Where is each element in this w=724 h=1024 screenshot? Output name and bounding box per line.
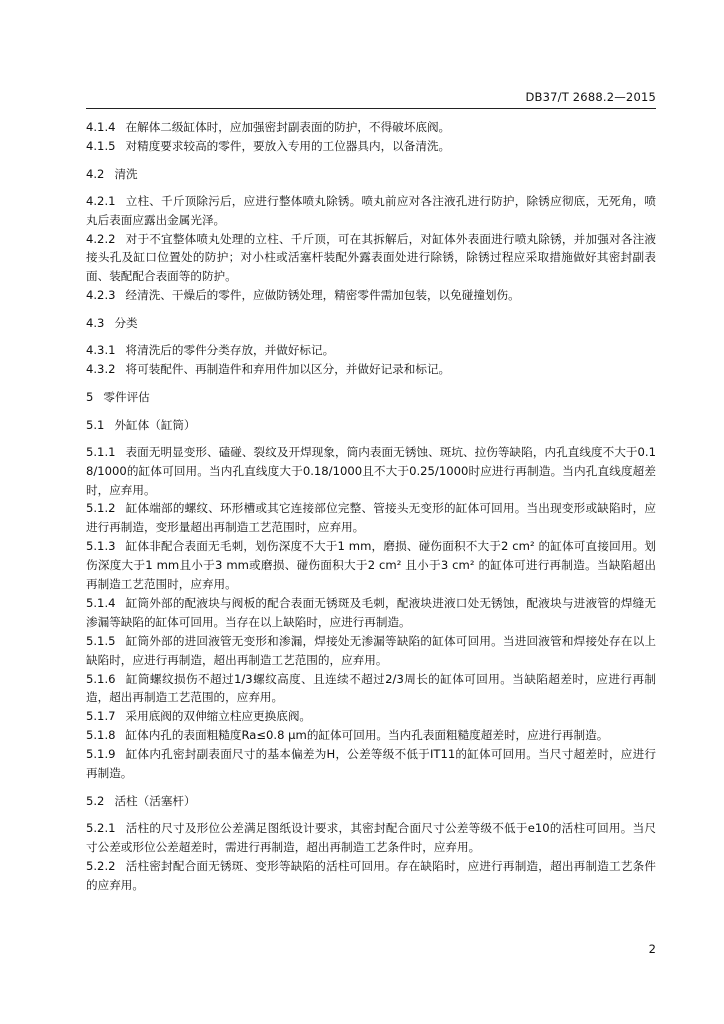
clause-text: 对于不宜整体喷丸处理的立柱、千斤顶，可在其拆解后，对缸体外表面进行喷丸除锈，并加强对各注液接头孔及缸口位置处的防护；对小柱或活塞杆装配外露表面处进行除锈，除锈过程应采取措施做好其密封副表面、装配配合表面等的防护。 [86,231,656,284]
section-number: 4.3 [86,316,105,331]
clause-text: 将可装配件、再制造件和弃用件加以区分，并做好记录和标记。 [125,361,451,376]
section-title: 分类 [114,316,138,331]
clause-text: 立柱、千斤顶除污后，应进行整体喷丸除锈。喷丸前应对各注液孔进行防护，除锈应彻底，无死角，喷丸后表面应露出金属光泽。 [86,193,656,227]
section-heading-5-1 [86,416,656,435]
clause-5-1-7 [86,707,656,726]
clause-text: 经清洗、干燥后的零件，应做防锈处理，精密零件需加包装，以免碰撞划伤。 [125,288,520,303]
clause-5-1-6 [86,670,656,708]
clause-text: 缸体内孔的表面粗糙度Ra≤0.8 μm的缸体可回用。当内孔表面粗糙度超差时，应进行再制造。 [125,728,609,743]
clause-text: 将清洗后的零件分类存放，并做好标记。 [125,343,335,358]
clause-number: 5.2.1 [86,820,116,835]
clause-text: 缸体非配合表面无毛刺，划伤深度不大于1 mm，磨损、碰伤面积不大于2 cm² 的缸体可直接回用。划伤深度大于1 mm且小于3 mm或磨损、碰伤面积大于2 cm² 且小于3 cm² 的缸体可进行再制造。当缺陷超出再制造工艺范围时，应弃用。 [86,539,656,592]
clause-number: 4.2.3 [86,288,116,303]
document-body [86,118,656,895]
clause-text: 活柱的尺寸及形位公差满足图纸设计要求，其密封配合面尺寸公差等级不低于e10的活柱可回用。当尺寸公差或形位公差超差时，需进行再制造，超出再制造工艺条件时，应弃用。 [86,820,656,854]
section-title: 清洗 [114,166,138,181]
clause-text: 缸筒外部的进回液管无变形和渗漏，焊接处无渗漏等缺陷的缸体可回用。当进回液管和焊接处存在以上缺陷时，应进行再制造，超出再制造工艺范围的，应弃用。 [86,633,656,667]
clause-5-1-8 [86,726,656,745]
clause-4-3-2 [86,360,656,379]
clause-5-1-3 [86,537,656,594]
clause-text: 采用底阀的双伸缩立柱应更换底阀。 [125,709,312,724]
section-heading-4-3 [86,314,656,333]
clause-text: 对精度要求较高的零件，要放入专用的工位器具内，以备清洗。 [125,138,451,153]
clause-number: 5.1.4 [86,595,116,610]
section-heading-5-2 [86,792,656,811]
clause-number: 5.1.8 [86,728,116,743]
clause-5-1-5 [86,632,656,670]
section-number: 5.1 [86,417,105,432]
clause-5-1-4 [86,594,656,632]
clause-number: 4.2.1 [86,193,116,208]
page-number: 2 [648,942,656,956]
clause-number: 4.2.2 [86,231,116,246]
clause-number: 4.1.5 [86,138,116,153]
clause-number: 5.1.7 [86,709,116,724]
clause-4-2-3 [86,286,656,305]
section-title: 活柱（活塞杆） [114,794,196,808]
clause-text: 表面无明显变形、磕碰、裂纹及开焊现象，筒内表面无锈蚀、斑坑、拉伤等缺陷，内孔直线度不大于0.18/1000的缸体可回用。当内孔直线度大于0.18/1000且不大于0.25/1000时应进行再制造。当内孔直线度超差时，应弃用。 [86,444,656,497]
clause-text: 缸体内孔密封副表面尺寸的基本偏差为H，公差等级不低于IT11的缸体可回用。当尺寸超差时，应进行再制造。 [86,747,656,781]
clause-4-3-1 [86,341,656,360]
clause-5-2-2 [86,857,656,895]
clause-4-2-1 [86,192,656,230]
clause-text: 活柱密封配合面无锈斑、变形等缺陷的活柱可回用。存在缺陷时，应进行再制造，超出再制造工艺条件的应弃用。 [86,858,656,892]
clause-number: 5.1.3 [86,539,116,554]
chapter-heading-5 [86,388,656,407]
section-number: 5.2 [86,794,105,808]
clause-number: 4.3.2 [86,361,116,376]
clause-4-1-4 [86,118,656,137]
clause-5-1-9 [86,745,656,783]
chapter-title: 零件评估 [103,389,150,404]
header-rule [86,108,656,109]
section-number: 4.2 [86,166,105,181]
clause-number: 5.1.1 [86,444,116,459]
clause-5-1-1 [86,443,656,500]
clause-number: 5.1.9 [86,747,116,762]
section-heading-4-2 [86,165,656,184]
clause-number: 4.3.1 [86,343,116,358]
chapter-number: 5 [86,389,94,404]
clause-number: 4.1.4 [86,120,116,134]
clause-text: 缸体端部的螺纹、环形槽或其它连接部位完整、管接头无变形的缸体可回用。当出现变形或缺陷时，应进行再制造，变形量超出再制造工艺范围时，应弃用。 [86,501,656,535]
document-code: DB37/T 2688.2—2015 [525,90,656,104]
clause-number: 5.1.2 [86,501,116,516]
clause-5-2-1 [86,819,656,857]
clause-number: 5.2.2 [86,858,116,873]
clause-5-1-2 [86,499,656,537]
clause-number: 5.1.6 [86,671,116,686]
clause-text: 在解体二级缸体时，应加强密封副表面的防护，不得破坏底阀。 [125,120,451,134]
clause-4-2-2 [86,230,656,287]
clause-4-1-5 [86,137,656,156]
section-title: 外缸体（缸筒） [114,417,196,432]
clause-text: 缸筒螺纹损伤不超过1/3螺纹高度、且连续不超过2/3周长的缸体可回用。当缺陷超差时，应进行再制造，超出再制造工艺范围的，应弃用。 [86,671,656,705]
clause-number: 5.1.5 [86,633,116,648]
clause-text: 缸筒外部的配液块与阀板的配合表面无锈斑及毛刺，配液块进液口处无锈蚀，配液块与进液管的焊缝无渗漏等缺陷的缸体可回用。当存在以上缺陷时，应进行再制造。 [86,595,656,629]
